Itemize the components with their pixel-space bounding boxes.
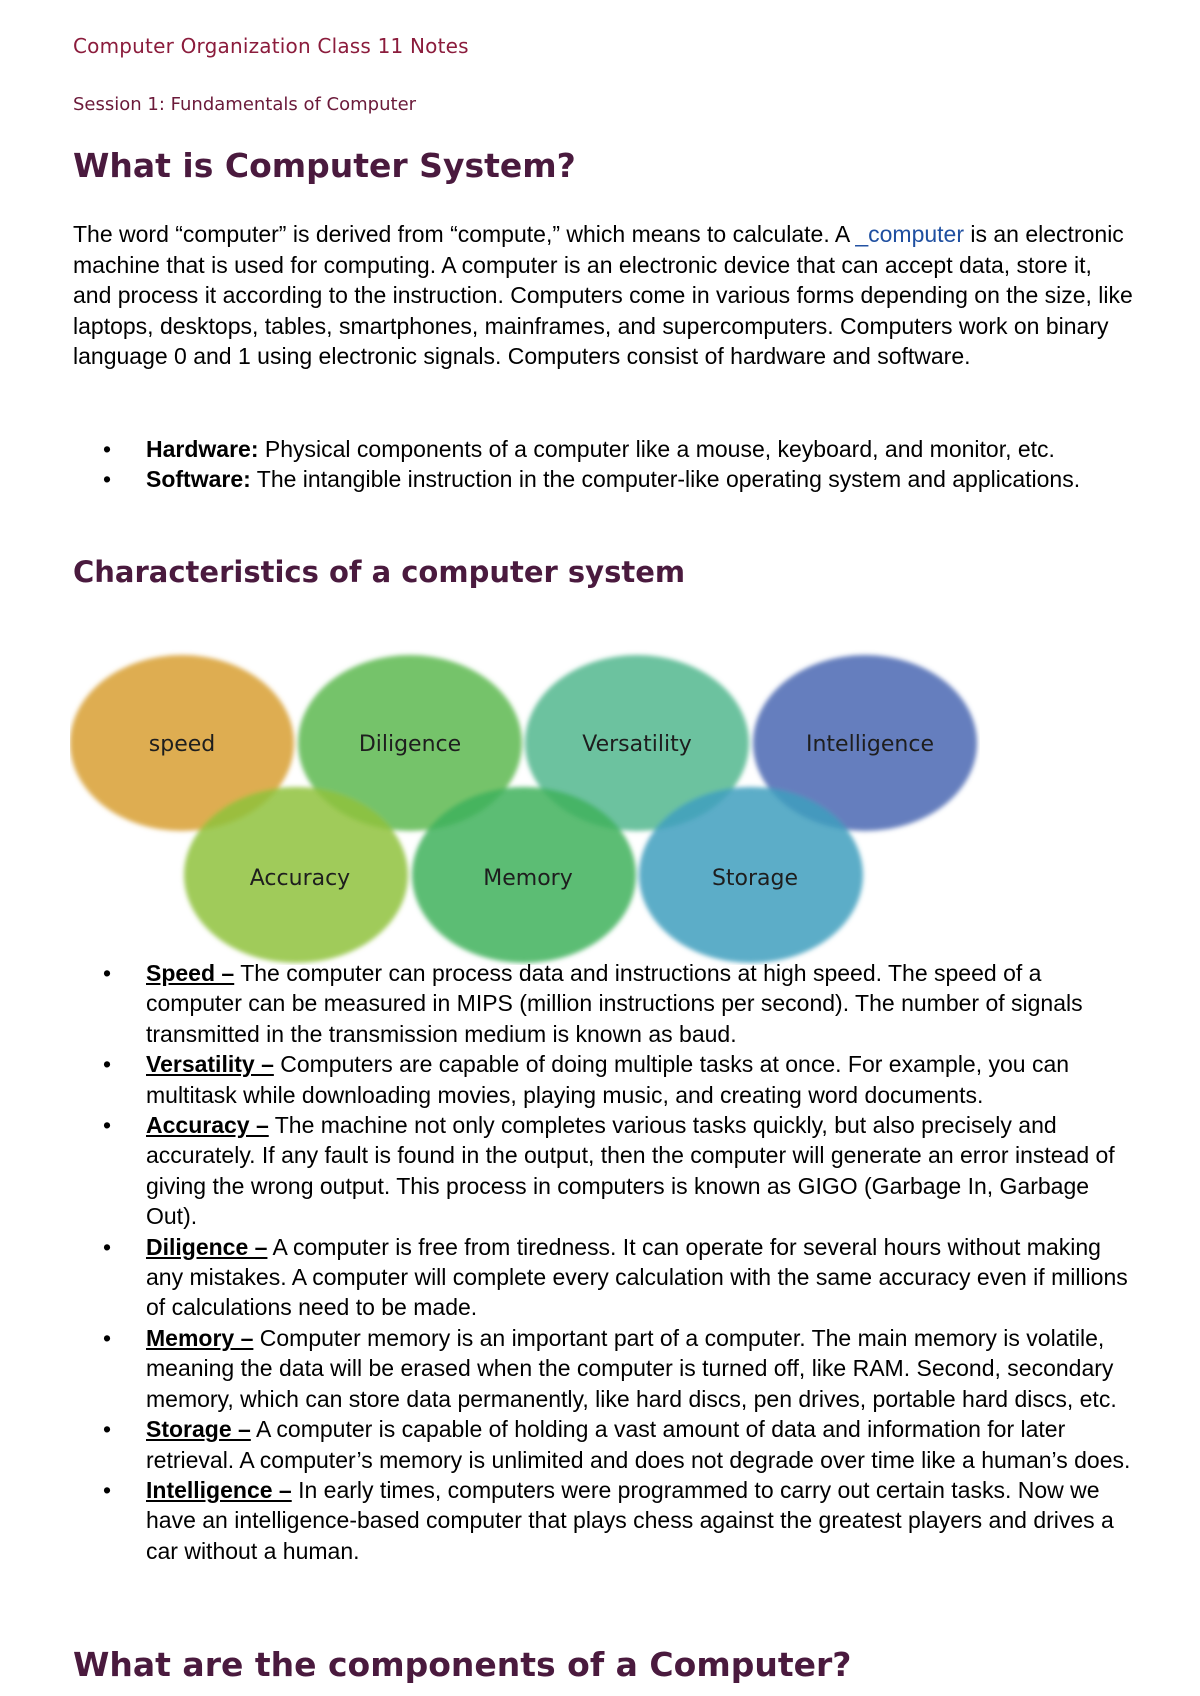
list-item-hardware: • Hardware: Physical components of a computer like a mouse, keyboard, and monitor, etc. bbox=[73, 434, 1133, 464]
label-intelligence: Intelligence bbox=[805, 732, 935, 757]
list-item-software: • Software: The intangible instruction in the computer-like operating system and applications. bbox=[73, 464, 1133, 494]
list-item-intelligence: • Intelligence – In early times, computers were programmed to carry out certain tasks. Now we have an intelligence-based computer that plays chess against the greatest players and drives a car without a human. bbox=[103, 1476, 1114, 1564]
heading-components: What are the components of a Computer? bbox=[73, 1645, 852, 1684]
label-accuracy: Accuracy bbox=[249, 866, 351, 891]
diagram-circles bbox=[70, 655, 977, 963]
characteristics-diagram bbox=[70, 645, 980, 965]
label-diligence: Diligence bbox=[358, 732, 462, 757]
bullet-icon: • bbox=[103, 1233, 112, 1260]
label-versatility: Versatility bbox=[582, 732, 692, 757]
list-item-memory: • Memory – Computer memory is an important part of a computer. The main memory is volatile, meaning the data will be erased when the computer is turned off, like RAM. Second, secondary memory, which can store data permanently, like hard discs, pen drives, portable hard discs, etc. bbox=[103, 1324, 1117, 1412]
characteristics-list bbox=[73, 958, 1133, 1566]
session-title: Session 1: Fundamentals of Computer bbox=[73, 94, 417, 115]
label-speed: speed bbox=[148, 732, 216, 757]
hardware-software-list bbox=[73, 434, 1133, 495]
bullet-icon: • bbox=[103, 436, 112, 462]
label-storage: Storage bbox=[711, 866, 799, 891]
bullet-icon: • bbox=[103, 1112, 112, 1139]
label-memory: Memory bbox=[483, 866, 573, 891]
computer-link[interactable]: _computer bbox=[855, 221, 964, 247]
bullet-icon: • bbox=[103, 1324, 112, 1351]
document-title: Computer Organization Class 11 Notes bbox=[73, 34, 469, 58]
intro-paragraph: The word “computer” is derived from “compute,” which means to calculate. A _computer is an electronic machine that is used for computing. A computer is an electronic device that can accept data, store it, and process it according to the instruction. Computers come in various forms depending on the size, like laptops, desktops, tables, smartphones, mainframes, and supercomputers. Computers work on binary language 0 and 1 using electronic signals. Computers consist of hardware and software. bbox=[73, 221, 1133, 369]
list-item-versatility: • Versatility – Computers are capable of doing multiple tasks at once. For example, you can multitask while downloading movies, playing music, and creating word documents. bbox=[103, 1051, 1070, 1108]
bullet-icon: • bbox=[103, 1051, 112, 1078]
bullet-icon: • bbox=[103, 960, 112, 986]
heading-what-is-computer-system: What is Computer System? bbox=[73, 146, 576, 185]
bullet-icon: • bbox=[103, 466, 112, 493]
bullet-icon: • bbox=[103, 1416, 112, 1443]
list-item-storage: • Storage – A computer is capable of holding a vast amount of data and information for later retrieval. A computer’s memory is unlimited and does not degrade over time like a human’s does. bbox=[103, 1416, 1131, 1473]
list-item-diligence: • Diligence – A computer is free from tiredness. It can operate for several hours without making any mistakes. A computer will complete every calculation with the same accuracy even if millions of calculations need to be made. bbox=[103, 1233, 1128, 1321]
heading-characteristics: Characteristics of a computer system bbox=[73, 555, 686, 589]
bullet-icon: • bbox=[103, 1476, 112, 1503]
list-item-speed: • Speed – The computer can process data and instructions at high speed. The speed of a computer can be measured in MIPS (million instructions per second). The number of signals transmitted in the transmission medium is known as baud. bbox=[103, 960, 1083, 1047]
list-item-accuracy: • Accuracy – The machine not only completes various tasks quickly, but also precisely and accurately. If any fault is found in the output, then the computer will generate an error instead of giving the wrong output. This process in computers is known as GIGO (Garbage In, Garbage Out). bbox=[103, 1112, 1115, 1230]
